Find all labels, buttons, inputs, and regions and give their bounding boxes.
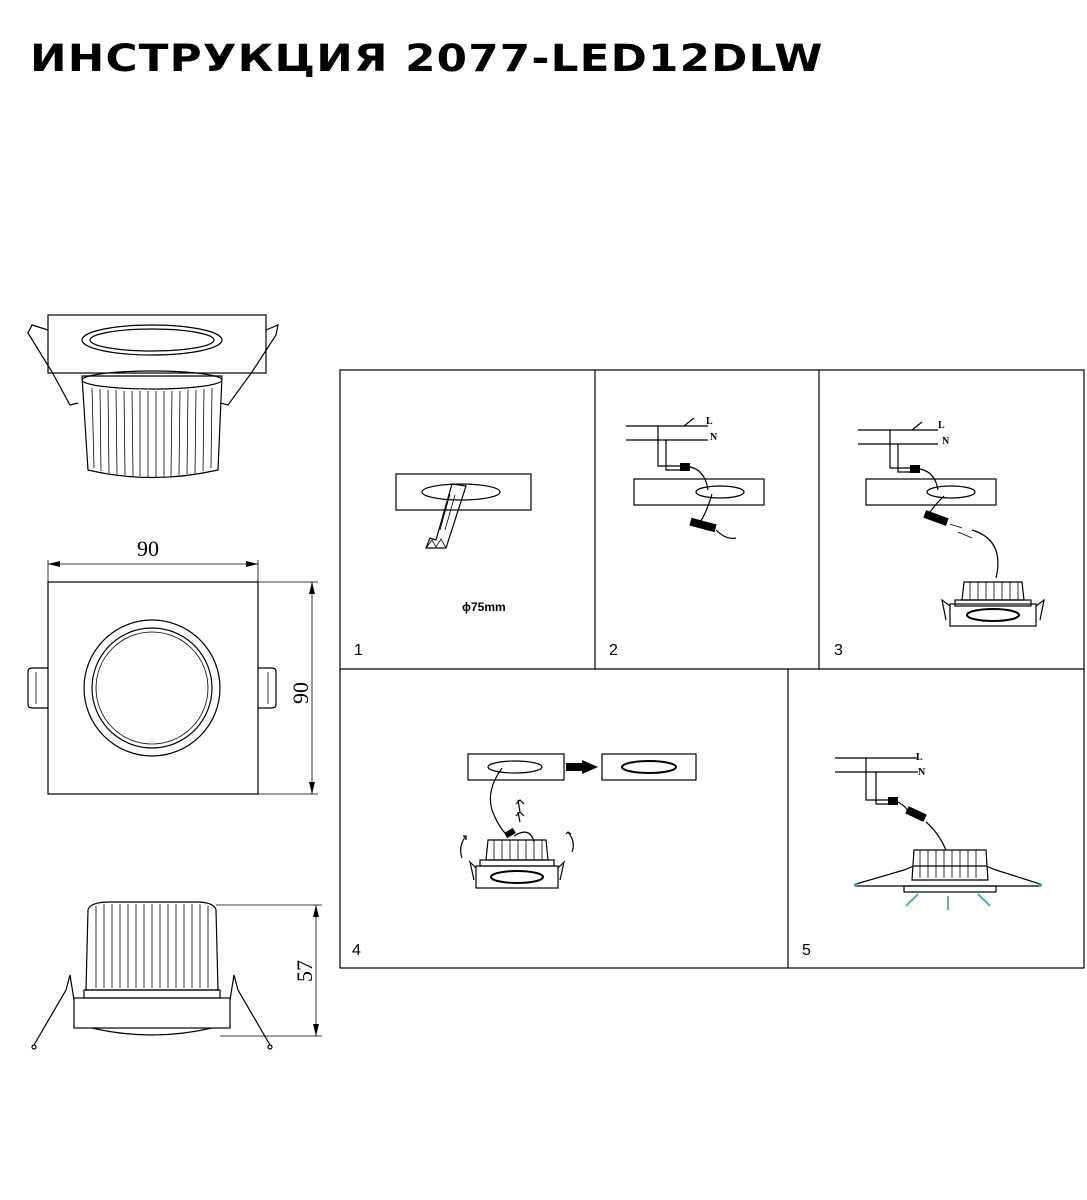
page-title: ИНСТРУКЦИЯ 2077-LED12DLW <box>30 37 824 80</box>
width-dimension: 90 <box>137 536 159 561</box>
step-5-line-label: L <box>916 752 923 763</box>
step-1-number: 1 <box>354 642 363 659</box>
step-2-line-label: L <box>706 416 713 427</box>
depth-dimension: 57 <box>292 960 317 982</box>
step-2-number: 2 <box>609 642 618 659</box>
hole-size-label: ϕ75mm <box>462 600 506 614</box>
step-3-number: 3 <box>834 642 843 659</box>
step-5-installed <box>835 758 1042 910</box>
step-5-neutral-label: N <box>918 767 926 778</box>
step-1-cut-hole <box>396 474 531 548</box>
fixture-perspective-view <box>28 315 278 478</box>
fixture-side-view <box>32 902 322 1049</box>
step-3-connect <box>858 422 1044 626</box>
light-rays <box>906 894 990 910</box>
step-2-wiring <box>626 418 764 538</box>
fixture-top-view <box>28 560 318 794</box>
step-3-line-label: L <box>938 420 945 431</box>
step-5-number: 5 <box>802 942 811 959</box>
step-3-neutral-label: N <box>942 436 950 447</box>
step-4-number: 4 <box>352 942 361 959</box>
height-dimension: 90 <box>288 682 313 704</box>
step-4-insert <box>461 754 696 888</box>
step-2-neutral-label: N <box>710 432 718 443</box>
steps-grid <box>340 370 1084 968</box>
